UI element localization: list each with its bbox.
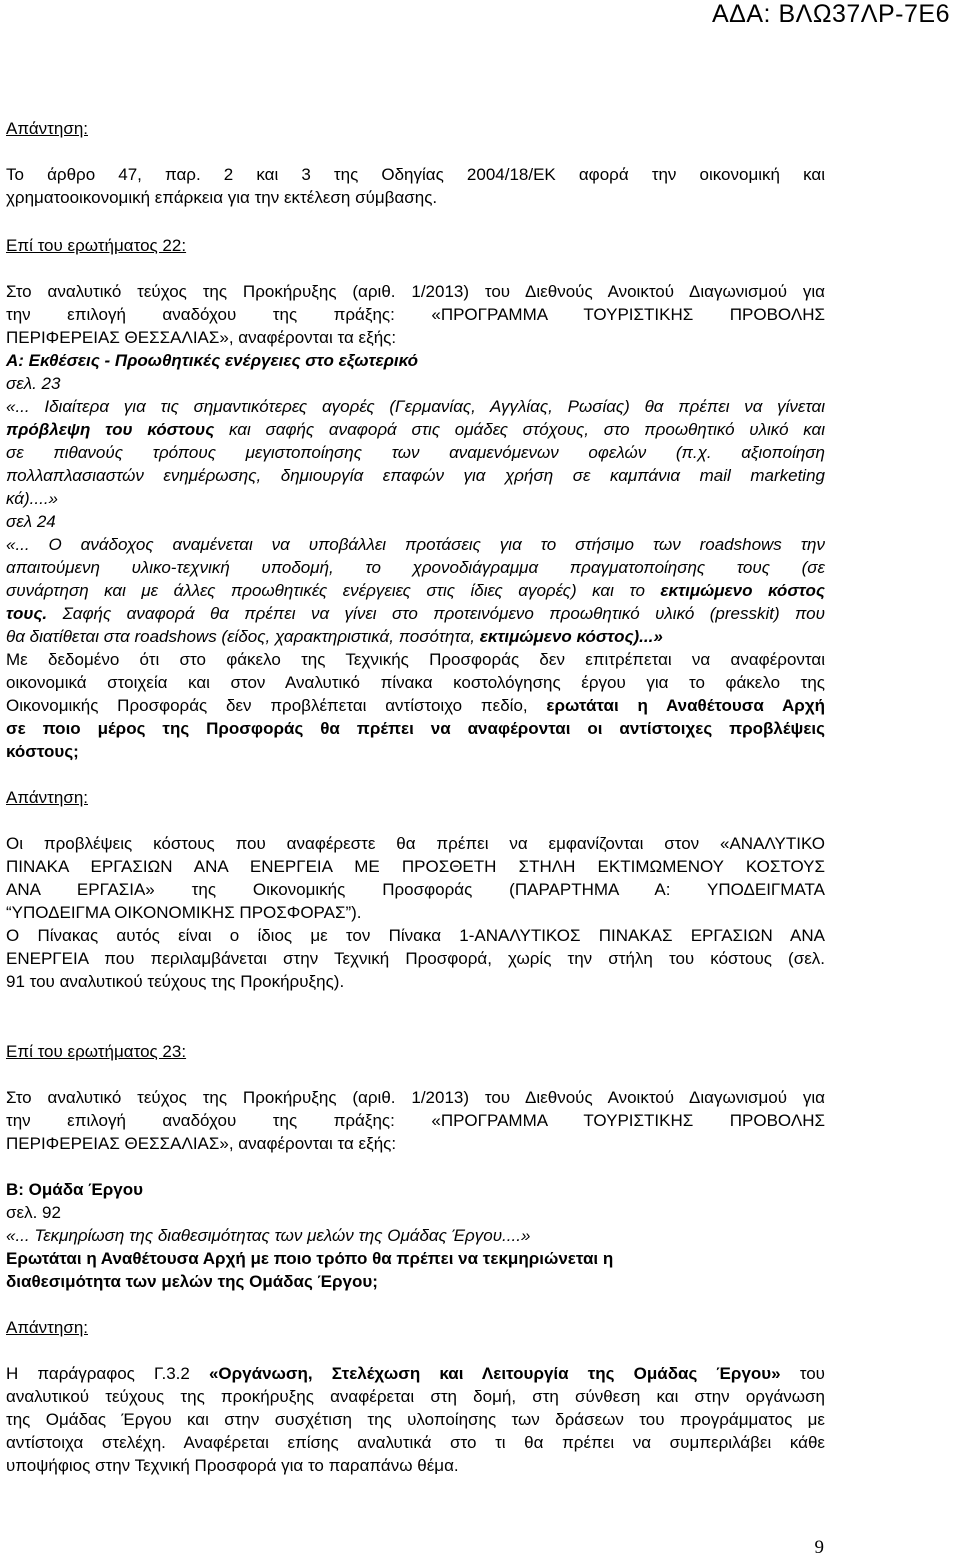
body-line: αναλυτικού τεύχους της προκήρυξης αναφέρεται στη δομή, στη σύνθεση και στην οργάνωση [6,1387,825,1406]
body-line: υποψήφιος στην Τεχνική Προσφορά για το παραπάνω θέμα. [6,1456,459,1475]
quote-line [6,627,663,647]
emphasis-text: ερωτάται η Αναθέτουσα Αρχή [546,696,825,715]
body-line: οικονομικά στοιχεία και στον Αναλυτικό πίνακα κοστολόγησης έργου για το φάκελο της [6,673,825,692]
quote-line: «... Ιδιαίτερα για τις σημαντικότερες αγορές (Γερμανίας, Αγγλίας, Ρωσίας) θα πρέπει να γίνεται [6,397,825,416]
answer-heading: Απάντηση: [6,119,88,138]
emphasis-text: τους. [6,604,48,623]
emphasis-text: εκτιμώμενο κόστος)...» [479,627,663,646]
body-line: ΑΝΑ ΕΡΓΑΣΙΑ» της Οικονομικής Προσφοράς (ΠΑΡΑΡΤΗΜΑ Α: ΥΠΟΔΕΙΓΜΑΤΑ [6,880,825,899]
emphasis-text: «Οργάνωση, Στελέχωση και Λειτουργία της Ομάδας Έργου» [208,1364,781,1383]
body-line: ΠΕΡΙΦΕΡΕΙΑΣ ΘΕΣΣΑΛΙΑΣ», αναφέρονται τα εξής: [6,328,397,347]
question-text: διαθεσιμότητα των μελών της Ομάδας Έργου; [6,1272,378,1291]
body-line: την επιλογή αναδόχου της πράξης: «ΠΡΟΓΡΑΜΜΑ ΤΟΥΡΙΣΤΙΚΗΣ ΠΡΟΒΟΛΗΣ [6,1111,825,1130]
answer-heading: Απάντηση: [6,788,88,807]
body-line: ΠΕΡΙΦΕΡΕΙΑΣ ΘΕΣΣΑΛΙΑΣ», αναφέρονται τα εξής: [6,1134,397,1153]
body-text: Η παράγραφος Γ.3.2 [6,1364,209,1383]
body-line: “ΥΠΟΔΕΙΓΜΑ ΟΙΚΟΝΟΜΙΚΗΣ ΠΡΟΣΦΟΡΑΣ”). [6,903,362,922]
quote-line: κά)....» [6,489,58,508]
body-text: του [780,1364,825,1383]
section-title: Α: Εκθέσεις - Προωθητικές ενέργειες στο εξωτερικό [6,351,419,370]
question-heading-22: Επί του ερωτήματος 22: [6,236,187,255]
body-line: ΕΝΕΡΓΕΙΑ που περιλαμβάνεται στην Τεχνική Προσφορά, χωρίς την στήλη του κόστους (σελ. [6,949,825,968]
body-line: την επιλογή αναδόχου της πράξης: «ΠΡΟΓΡΑΜΜΑ ΤΟΥΡΙΣΤΙΚΗΣ ΠΡΟΒΟΛΗΣ [6,305,825,324]
body-line [6,696,825,716]
body-line: Το άρθρο 47, παρ. 2 και 3 της Οδηγίας 2004/18/ΕΚ αφορά την οικονομική και [6,165,825,184]
body-line: Με δεδομένο ότι στο φάκελο της Τεχνικής Προσφοράς δεν επιτρέπεται να αναφέρονται [6,650,825,669]
question-text: Ερωτάται η Αναθέτουσα Αρχή με ποιο τρόπο θα πρέπει να τεκμηριώνεται η [6,1249,614,1268]
quote-line [6,604,825,624]
quote-line: «... Ο ανάδοχος αναμένεται να υποβάλλει προτάσεις για το στήσιμο των roadshows την [6,535,825,554]
question-text: κόστους; [6,742,79,761]
page-ref: σελ. 23 [6,374,61,393]
quote-line [6,420,825,440]
body-line: χρηματοοικονομική επάρκεια για την εκτέλεση σύμβασης. [6,188,438,207]
body-line: Στο αναλυτικό τεύχος της Προκήρυξης (αριθ. 1/2013) του Διεθνούς Ανοικτού Διαγωνισμού για [6,1088,825,1107]
answer-heading: Απάντηση: [6,1318,88,1337]
quote-line [6,581,825,601]
quote-text: θα διατίθεται στα roadshows (είδος, χαρακτηριστικά, ποσότητα, [6,627,480,646]
question-text: σε ποιο μέρος της Προσφοράς θα πρέπει να αναφέρονται οι αντίστοιχες προβλέψεις [6,719,825,738]
quote-text: και σαφής αναφορά στις ομάδες στόχους, στο προωθητικό υλικό και [214,420,825,439]
page-ref: σελ. 92 [6,1203,61,1222]
body-text: Οικονομικής Προσφοράς δεν προβλέπεται αντίστοιχο πεδίο, [6,696,547,715]
body-line: Ο Πίνακας αυτός είναι ο ίδιος με τον Πίνακα 1-ΑΝΑΛΥΤΙΚΟΣ ΠΙΝΑΚΑΣ ΕΡΓΑΣΙΩΝ ΑΝΑ [6,926,825,945]
emphasis-text: πρόβλεψη του κόστους [6,420,215,439]
body-line: 91 του αναλυτικού τεύχους της Προκήρυξης). [6,972,345,991]
page-number: 9 [814,1537,824,1558]
page-ref: σελ 24 [6,512,56,531]
quote-text: Σαφής αναφορά θα πρέπει να γίνει στο προτεινόμενο προωθητικό υλικό (presskit) που [47,604,825,623]
emphasis-text: εκτιμώμενο κόστος [660,581,825,600]
section-title: Β: Ομάδα Έργου [6,1180,143,1199]
body-line: ΠΙΝΑΚΑ ΕΡΓΑΣΙΩΝ ΑΝΑ ΕΝΕΡΓΕΙΑ ΜΕ ΠΡΟΣΘΕΤΗ ΣΤΗΛΗ ΕΚΤΙΜΩΜΕΝΟΥ ΚΟΣΤΟΥΣ [6,857,825,876]
quote-text: συνάρτηση και με άλλες προωθητικές ενέργειες στις ίδιες αγορές) και το [6,581,661,600]
quote-line: σε πιθανούς τρόπους μεγιστοποίησης των αναμενόμενων οφελών (π.χ. αξιοποίηση [6,443,825,462]
quote-line: απαιτούμενη υλικο-τεχνική υποδομή, το χρονοδιάγραμμα πραγματοποίησης τους (σε [6,558,825,577]
body-line: Στο αναλυτικό τεύχος της Προκήρυξης (αριθ. 1/2013) του Διεθνούς Ανοικτού Διαγωνισμού για [6,282,825,301]
body-line: της Ομάδας Έργου και στην συσχέτιση της υλοποίησης των δράσεων του προγράμματος με [6,1410,825,1429]
quote-line: πολλαπλασιαστών ενημέρωσης, δημιουργία επαφών για χρήση σε καμπάνια mail marketing [6,466,825,485]
ada-header: ΑΔΑ: ΒΛΩ37ΛΡ-7Ε6 [712,0,950,28]
body-line: αντίστοιχα στελέχη. Αναφέρεται επίσης αναλυτικά στο τι θα πρέπει να συμπεριλάβει κάθε [6,1433,825,1452]
body-line [6,1364,825,1384]
body-line: Οι προβλέψεις κόστους που αναφέρεστε θα πρέπει να εμφανίζονται στον «ΑΝΑΛΥΤΙΚΟ [6,834,825,853]
quote-line: «... Τεκμηρίωση της διαθεσιμότητας των μελών της Ομάδας Έργου....» [6,1226,531,1245]
question-heading-23: Επί του ερωτήματος 23: [6,1042,187,1061]
